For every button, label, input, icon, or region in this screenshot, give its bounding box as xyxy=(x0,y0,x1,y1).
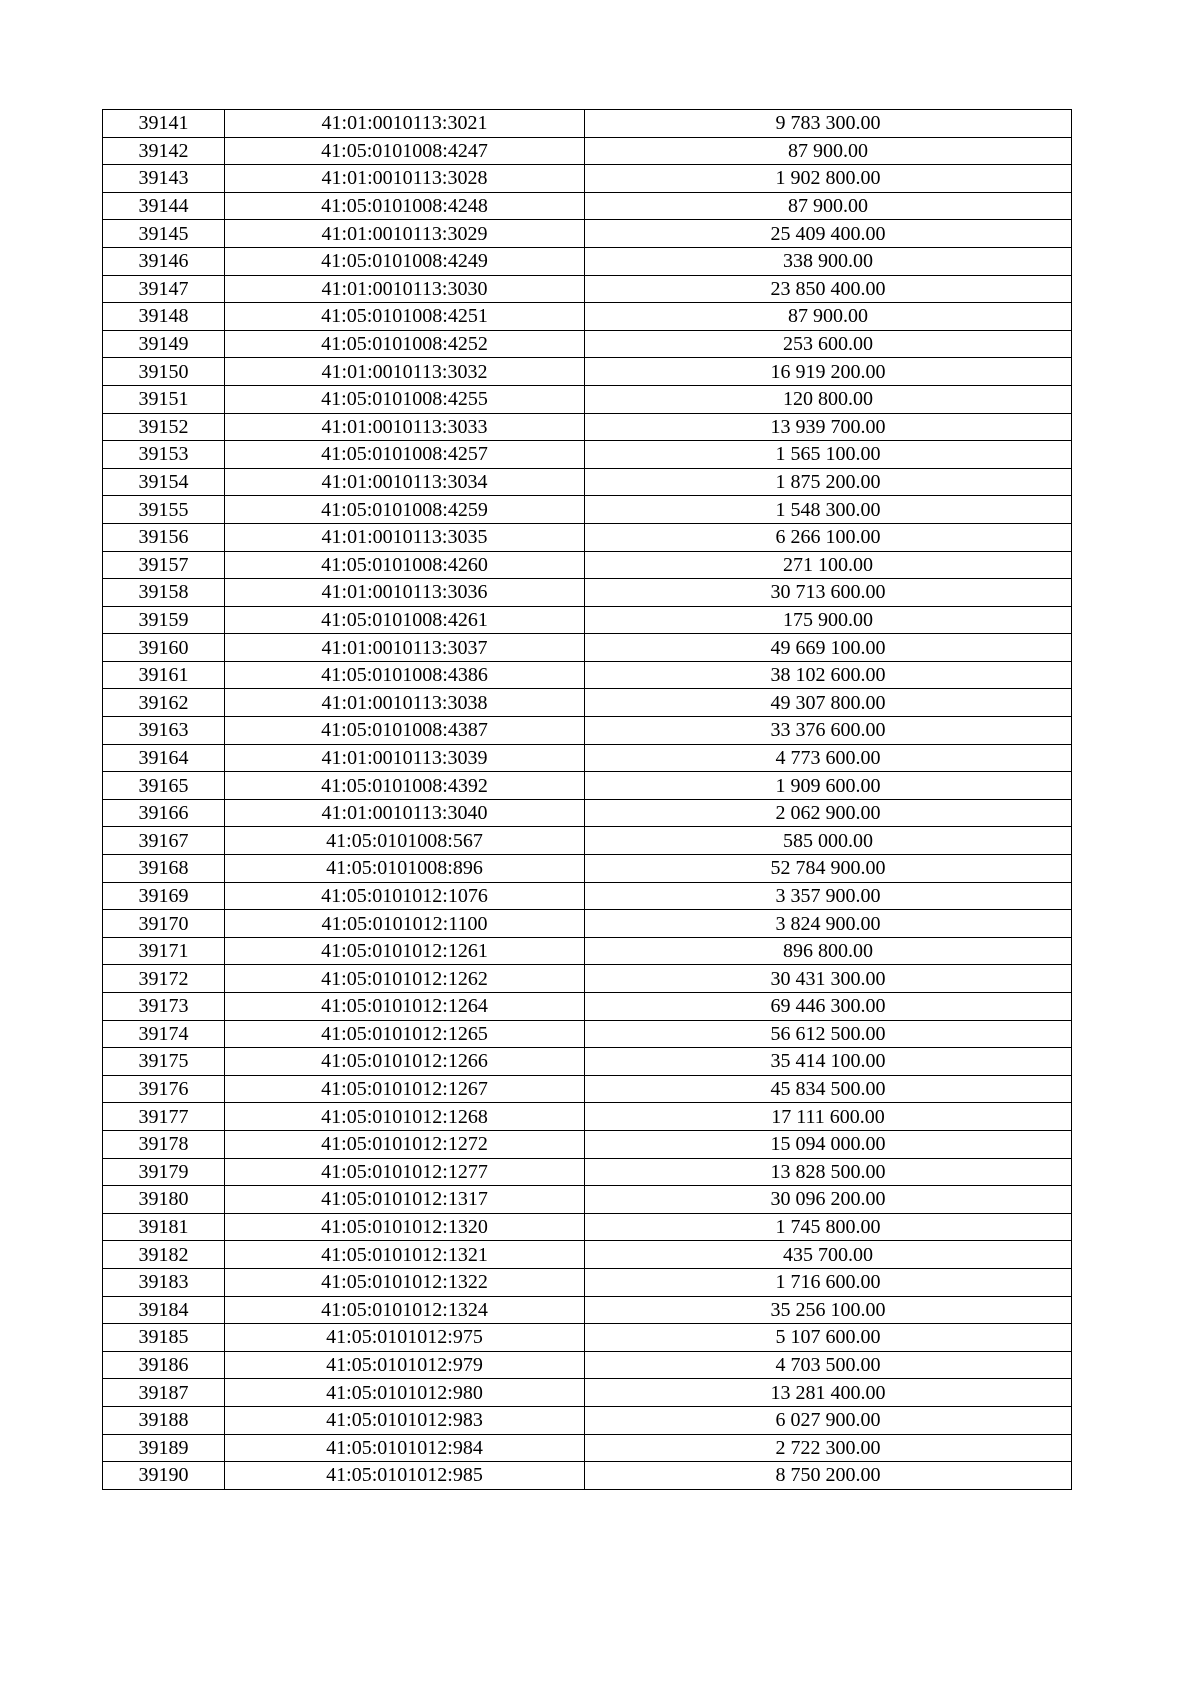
cadastral-number-cell: 41:01:0010113:3030 xyxy=(225,275,585,303)
row-number-cell: 39181 xyxy=(103,1213,225,1241)
cadastral-value-cell: 120 800.00 xyxy=(585,385,1072,413)
row-number-cell: 39172 xyxy=(103,965,225,993)
row-number-cell: 39188 xyxy=(103,1406,225,1434)
cadastral-value-cell: 3 357 900.00 xyxy=(585,882,1072,910)
cadastral-value-cell: 35 256 100.00 xyxy=(585,1296,1072,1324)
row-number-cell: 39184 xyxy=(103,1296,225,1324)
cadastral-number-cell: 41:05:0101012:1262 xyxy=(225,965,585,993)
cadastral-value-cell: 56 612 500.00 xyxy=(585,1020,1072,1048)
cadastral-number-cell: 41:05:0101008:4255 xyxy=(225,385,585,413)
row-number-cell: 39151 xyxy=(103,385,225,413)
cadastral-value-cell: 87 900.00 xyxy=(585,303,1072,331)
cadastral-value-cell: 13 828 500.00 xyxy=(585,1158,1072,1186)
cadastral-number-cell: 41:05:0101008:567 xyxy=(225,827,585,855)
table-row xyxy=(103,1462,1072,1490)
table-row xyxy=(103,827,1072,855)
cadastral-number-cell: 41:01:0010113:3029 xyxy=(225,220,585,248)
cadastral-number-cell: 41:05:0101008:4252 xyxy=(225,330,585,358)
cadastral-value-cell: 35 414 100.00 xyxy=(585,1048,1072,1076)
cadastral-number-cell: 41:05:0101008:4251 xyxy=(225,303,585,331)
cadastral-number-cell: 41:05:0101008:4261 xyxy=(225,606,585,634)
cadastral-number-cell: 41:05:0101008:4249 xyxy=(225,247,585,275)
row-number-cell: 39142 xyxy=(103,137,225,165)
row-number-cell: 39163 xyxy=(103,717,225,745)
cadastral-value-cell: 30 431 300.00 xyxy=(585,965,1072,993)
table-row xyxy=(103,1351,1072,1379)
cadastral-number-cell: 41:01:0010113:3038 xyxy=(225,689,585,717)
row-number-cell: 39145 xyxy=(103,220,225,248)
table-row xyxy=(103,330,1072,358)
cadastral-number-cell: 41:05:0101012:1265 xyxy=(225,1020,585,1048)
table-row xyxy=(103,165,1072,193)
table-row xyxy=(103,937,1072,965)
cadastral-value-cell: 585 000.00 xyxy=(585,827,1072,855)
table-row xyxy=(103,772,1072,800)
row-number-cell: 39143 xyxy=(103,165,225,193)
table-row xyxy=(103,634,1072,662)
cadastral-number-cell: 41:05:0101008:4248 xyxy=(225,192,585,220)
cadastral-number-cell: 41:01:0010113:3040 xyxy=(225,799,585,827)
table-row xyxy=(103,579,1072,607)
row-number-cell: 39178 xyxy=(103,1130,225,1158)
table-row xyxy=(103,220,1072,248)
table-row xyxy=(103,689,1072,717)
row-number-cell: 39149 xyxy=(103,330,225,358)
table-row xyxy=(103,744,1072,772)
cadastral-value-cell: 15 094 000.00 xyxy=(585,1130,1072,1158)
table-row xyxy=(103,192,1072,220)
row-number-cell: 39150 xyxy=(103,358,225,386)
cadastral-value-cell: 17 111 600.00 xyxy=(585,1103,1072,1131)
cadastral-number-cell: 41:05:0101012:1322 xyxy=(225,1268,585,1296)
cadastral-value-cell: 87 900.00 xyxy=(585,192,1072,220)
cadastral-value-cell: 1 565 100.00 xyxy=(585,441,1072,469)
row-number-cell: 39158 xyxy=(103,579,225,607)
cadastral-number-cell: 41:05:0101012:1266 xyxy=(225,1048,585,1076)
cadastral-value-cell: 1 875 200.00 xyxy=(585,468,1072,496)
table-row xyxy=(103,1048,1072,1076)
table-row xyxy=(103,1434,1072,1462)
table-body xyxy=(103,110,1072,1490)
row-number-cell: 39154 xyxy=(103,468,225,496)
table-row xyxy=(103,358,1072,386)
row-number-cell: 39162 xyxy=(103,689,225,717)
row-number-cell: 39167 xyxy=(103,827,225,855)
cadastral-number-cell: 41:05:0101008:4387 xyxy=(225,717,585,745)
cadastral-value-cell: 69 446 300.00 xyxy=(585,993,1072,1021)
cadastral-number-cell: 41:01:0010113:3039 xyxy=(225,744,585,772)
cadastral-number-cell: 41:05:0101012:1321 xyxy=(225,1241,585,1269)
cadastral-number-cell: 41:05:0101012:1324 xyxy=(225,1296,585,1324)
cadastral-number-cell: 41:05:0101012:983 xyxy=(225,1406,585,1434)
cadastral-value-cell: 49 669 100.00 xyxy=(585,634,1072,662)
row-number-cell: 39189 xyxy=(103,1434,225,1462)
table-row xyxy=(103,910,1072,938)
cadastral-value-cell: 1 902 800.00 xyxy=(585,165,1072,193)
row-number-cell: 39177 xyxy=(103,1103,225,1131)
cadastral-value-cell: 8 750 200.00 xyxy=(585,1462,1072,1490)
row-number-cell: 39176 xyxy=(103,1075,225,1103)
cadastral-number-cell: 41:05:0101012:1272 xyxy=(225,1130,585,1158)
row-number-cell: 39166 xyxy=(103,799,225,827)
cadastral-number-cell: 41:05:0101012:1317 xyxy=(225,1186,585,1214)
row-number-cell: 39183 xyxy=(103,1268,225,1296)
cadastral-value-cell: 87 900.00 xyxy=(585,137,1072,165)
cadastral-value-cell: 13 281 400.00 xyxy=(585,1379,1072,1407)
cadastral-number-cell: 41:05:0101008:4392 xyxy=(225,772,585,800)
table-row xyxy=(103,1406,1072,1434)
cadastral-value-cell: 3 824 900.00 xyxy=(585,910,1072,938)
cadastral-number-cell: 41:01:0010113:3037 xyxy=(225,634,585,662)
cadastral-number-cell: 41:01:0010113:3028 xyxy=(225,165,585,193)
cadastral-value-cell: 30 713 600.00 xyxy=(585,579,1072,607)
cadastral-value-cell: 253 600.00 xyxy=(585,330,1072,358)
cadastral-number-cell: 41:05:0101012:980 xyxy=(225,1379,585,1407)
cadastral-number-cell: 41:05:0101008:4247 xyxy=(225,137,585,165)
table-row xyxy=(103,1075,1072,1103)
row-number-cell: 39157 xyxy=(103,551,225,579)
cadastral-value-cell: 45 834 500.00 xyxy=(585,1075,1072,1103)
cadastral-number-cell: 41:05:0101012:985 xyxy=(225,1462,585,1490)
row-number-cell: 39182 xyxy=(103,1241,225,1269)
row-number-cell: 39169 xyxy=(103,882,225,910)
table-row xyxy=(103,1020,1072,1048)
table-row xyxy=(103,1296,1072,1324)
cadastral-value-cell: 49 307 800.00 xyxy=(585,689,1072,717)
cadastral-value-cell: 23 850 400.00 xyxy=(585,275,1072,303)
row-number-cell: 39164 xyxy=(103,744,225,772)
cadastral-number-cell: 41:05:0101008:4259 xyxy=(225,496,585,524)
cadastral-number-cell: 41:05:0101012:1100 xyxy=(225,910,585,938)
cadastral-value-cell: 4 703 500.00 xyxy=(585,1351,1072,1379)
table-row xyxy=(103,137,1072,165)
cadastral-value-cell: 896 800.00 xyxy=(585,937,1072,965)
cadastral-number-cell: 41:05:0101012:1268 xyxy=(225,1103,585,1131)
cadastral-value-cell: 33 376 600.00 xyxy=(585,717,1072,745)
table-row xyxy=(103,1268,1072,1296)
cadastral-number-cell: 41:05:0101012:975 xyxy=(225,1324,585,1352)
cadastral-value-cell: 6 027 900.00 xyxy=(585,1406,1072,1434)
row-number-cell: 39186 xyxy=(103,1351,225,1379)
cadastral-number-cell: 41:01:0010113:3032 xyxy=(225,358,585,386)
table-row xyxy=(103,1324,1072,1352)
row-number-cell: 39190 xyxy=(103,1462,225,1490)
cadastral-value-cell: 175 900.00 xyxy=(585,606,1072,634)
row-number-cell: 39161 xyxy=(103,661,225,689)
cadastral-value-cell: 6 266 100.00 xyxy=(585,523,1072,551)
cadastral-value-cell: 2 062 900.00 xyxy=(585,799,1072,827)
row-number-cell: 39155 xyxy=(103,496,225,524)
row-number-cell: 39156 xyxy=(103,523,225,551)
cadastral-value-cell: 338 900.00 xyxy=(585,247,1072,275)
table-row xyxy=(103,551,1072,579)
row-number-cell: 39170 xyxy=(103,910,225,938)
cadastral-value-cell: 16 919 200.00 xyxy=(585,358,1072,386)
table-row xyxy=(103,441,1072,469)
cadastral-value-cell: 2 722 300.00 xyxy=(585,1434,1072,1462)
table-row xyxy=(103,882,1072,910)
row-number-cell: 39160 xyxy=(103,634,225,662)
table-row xyxy=(103,799,1072,827)
cadastral-number-cell: 41:01:0010113:3036 xyxy=(225,579,585,607)
cadastral-value-cell: 9 783 300.00 xyxy=(585,110,1072,138)
row-number-cell: 39187 xyxy=(103,1379,225,1407)
cadastral-number-cell: 41:05:0101008:4260 xyxy=(225,551,585,579)
cadastral-number-cell: 41:05:0101012:1277 xyxy=(225,1158,585,1186)
table-row xyxy=(103,303,1072,331)
row-number-cell: 39146 xyxy=(103,247,225,275)
table-row xyxy=(103,855,1072,883)
row-number-cell: 39152 xyxy=(103,413,225,441)
table-row xyxy=(103,1103,1072,1131)
cadastral-number-cell: 41:05:0101008:4257 xyxy=(225,441,585,469)
table-row xyxy=(103,661,1072,689)
cadastral-value-cell: 1 745 800.00 xyxy=(585,1213,1072,1241)
table-row xyxy=(103,413,1072,441)
row-number-cell: 39185 xyxy=(103,1324,225,1352)
row-number-cell: 39179 xyxy=(103,1158,225,1186)
cadastral-value-cell: 1 909 600.00 xyxy=(585,772,1072,800)
cadastral-value-cell: 5 107 600.00 xyxy=(585,1324,1072,1352)
cadastral-value-cell: 25 409 400.00 xyxy=(585,220,1072,248)
cadastral-number-cell: 41:05:0101008:4386 xyxy=(225,661,585,689)
cadastral-number-cell: 41:05:0101012:1320 xyxy=(225,1213,585,1241)
cadastral-value-table xyxy=(102,109,1072,1490)
cadastral-number-cell: 41:05:0101012:984 xyxy=(225,1434,585,1462)
row-number-cell: 39141 xyxy=(103,110,225,138)
table-row xyxy=(103,523,1072,551)
table-row xyxy=(103,606,1072,634)
table-row xyxy=(103,717,1072,745)
cadastral-number-cell: 41:01:0010113:3033 xyxy=(225,413,585,441)
row-number-cell: 39148 xyxy=(103,303,225,331)
table-row xyxy=(103,1213,1072,1241)
cadastral-number-cell: 41:01:0010113:3021 xyxy=(225,110,585,138)
table-row xyxy=(103,965,1072,993)
cadastral-value-cell: 38 102 600.00 xyxy=(585,661,1072,689)
table-row xyxy=(103,1130,1072,1158)
table-row xyxy=(103,1186,1072,1214)
cadastral-number-cell: 41:01:0010113:3035 xyxy=(225,523,585,551)
table-row xyxy=(103,496,1072,524)
row-number-cell: 39180 xyxy=(103,1186,225,1214)
table-row xyxy=(103,1379,1072,1407)
cadastral-number-cell: 41:05:0101008:896 xyxy=(225,855,585,883)
table-row xyxy=(103,993,1072,1021)
row-number-cell: 39153 xyxy=(103,441,225,469)
table-row xyxy=(103,275,1072,303)
table-row xyxy=(103,1241,1072,1269)
cadastral-number-cell: 41:01:0010113:3034 xyxy=(225,468,585,496)
cadastral-value-cell: 1 548 300.00 xyxy=(585,496,1072,524)
table-row xyxy=(103,247,1072,275)
row-number-cell: 39175 xyxy=(103,1048,225,1076)
cadastral-number-cell: 41:05:0101012:979 xyxy=(225,1351,585,1379)
cadastral-number-cell: 41:05:0101012:1264 xyxy=(225,993,585,1021)
row-number-cell: 39168 xyxy=(103,855,225,883)
table-row xyxy=(103,468,1072,496)
cadastral-value-cell: 1 716 600.00 xyxy=(585,1268,1072,1296)
row-number-cell: 39171 xyxy=(103,937,225,965)
table-row xyxy=(103,110,1072,138)
cadastral-value-cell: 435 700.00 xyxy=(585,1241,1072,1269)
row-number-cell: 39159 xyxy=(103,606,225,634)
cadastral-value-cell: 4 773 600.00 xyxy=(585,744,1072,772)
cadastral-number-cell: 41:05:0101012:1076 xyxy=(225,882,585,910)
row-number-cell: 39144 xyxy=(103,192,225,220)
cadastral-value-cell: 13 939 700.00 xyxy=(585,413,1072,441)
cadastral-number-cell: 41:05:0101012:1261 xyxy=(225,937,585,965)
cadastral-value-cell: 30 096 200.00 xyxy=(585,1186,1072,1214)
table-row xyxy=(103,1158,1072,1186)
row-number-cell: 39174 xyxy=(103,1020,225,1048)
row-number-cell: 39165 xyxy=(103,772,225,800)
cadastral-value-cell: 271 100.00 xyxy=(585,551,1072,579)
row-number-cell: 39147 xyxy=(103,275,225,303)
row-number-cell: 39173 xyxy=(103,993,225,1021)
table-row xyxy=(103,385,1072,413)
cadastral-value-cell: 52 784 900.00 xyxy=(585,855,1072,883)
cadastral-number-cell: 41:05:0101012:1267 xyxy=(225,1075,585,1103)
